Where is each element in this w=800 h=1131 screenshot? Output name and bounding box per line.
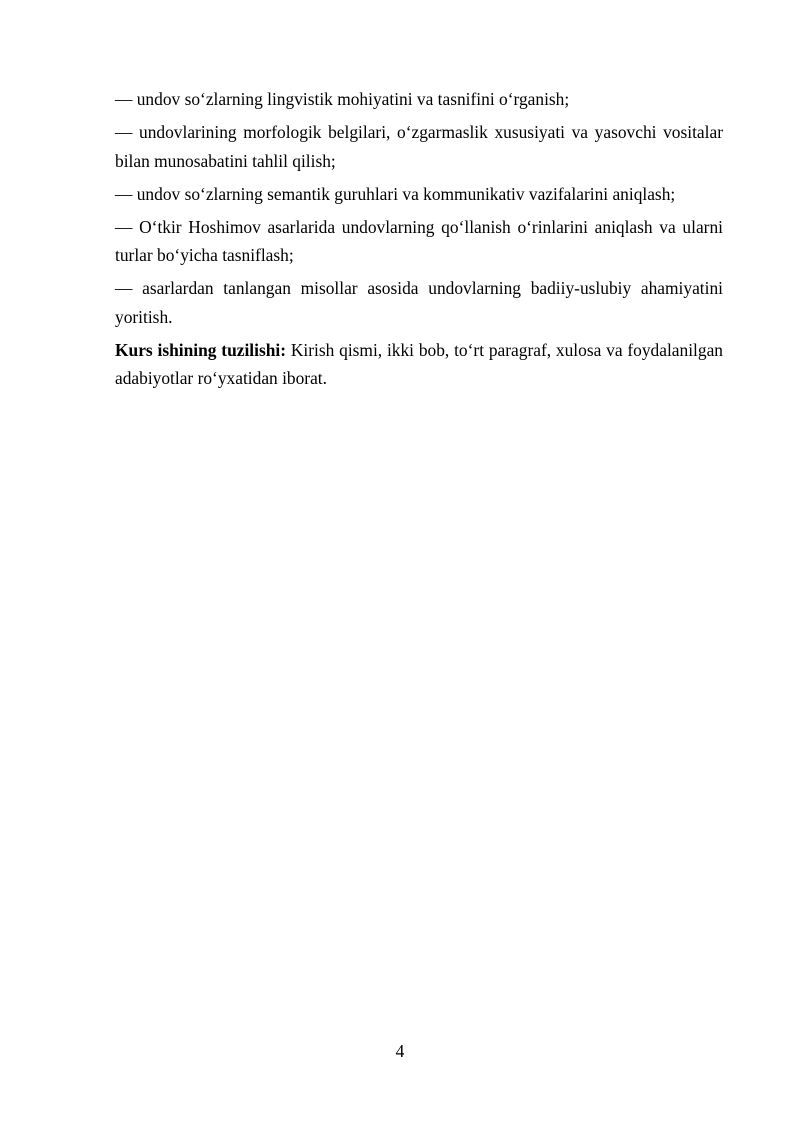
document-body xyxy=(115,85,723,397)
list-item: — undov so‘zlarning lingvistik mohiyatini va tasnifini o‘rganish; xyxy=(115,89,570,109)
structure-text: Kirish qismi, ikki bob, to‘rt paragraf, xulosa va foydalanilgan adabiyotlar ro‘yxatidan iborat. xyxy=(115,339,723,388)
list-item: — O‘tkir Hoshimov asarlarida undovlarning qo‘llanish o‘rinlarini aniqlash va ularni turlar bo‘yicha tasniflash; xyxy=(115,216,723,265)
list-item: — asarlardan tanlangan misollar asosida undovlarning badiiy-uslubiy ahamiyatini yoritish. xyxy=(115,278,723,327)
list-item: — undov so‘zlarning semantik guruhlari va kommunikativ vazifalarini aniqlash; xyxy=(115,183,676,204)
list-item: — undovlarining morfologik belgilari, o‘zgarmaslik xususiyati va yasovchi vositalar bilan munosabatini tahlil qilish; xyxy=(115,122,723,171)
structure-paragraph xyxy=(115,336,723,393)
structure-label: Kurs ishining tuzilishi: xyxy=(115,339,287,360)
page-number: 4 xyxy=(395,1041,405,1061)
